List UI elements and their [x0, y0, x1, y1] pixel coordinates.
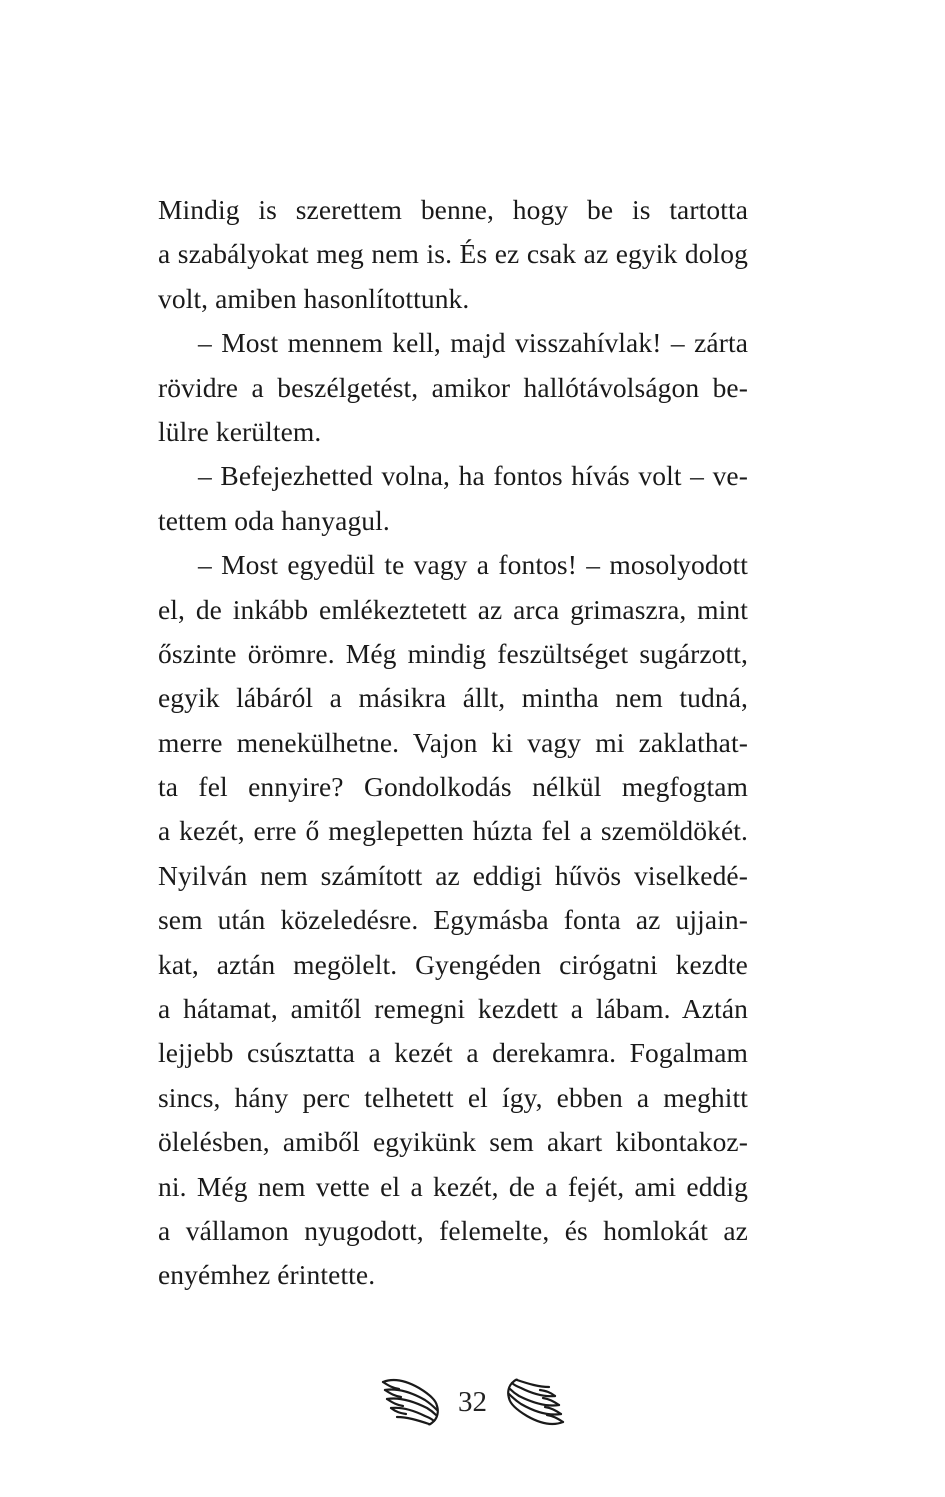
text-line: tettem oda hanyagul.	[158, 504, 390, 536]
page-footer	[0, 1372, 945, 1432]
text-line: – Most egyedül te vagy a fontos! – mosolyodott	[198, 549, 748, 581]
text-line: ni. Még nem vette el a kezét, de a fejét, ami eddig	[158, 1170, 748, 1202]
text-line: lejjebb csúsztatta a kezét a derekamra. Fogalmam	[158, 1037, 748, 1069]
text-line: merre menekülhetne. Vajon ki vagy mi zaklathat-	[158, 726, 748, 758]
text-line: sincs, hány perc telhetett el így, ebben a meghitt	[158, 1081, 748, 1113]
paragraph-3	[158, 454, 748, 543]
paragraph-4	[158, 543, 748, 1298]
paragraph-1	[158, 188, 748, 321]
angel-wing-left-icon	[379, 1376, 441, 1428]
text-line: egyik lábáról a másikra állt, mintha nem tudná,	[158, 682, 748, 714]
text-line: el, de inkább emlékeztetett az arca grimaszra, mint	[158, 593, 748, 625]
text-line: sem után közeledésre. Egymásba fonta az ujjain-	[158, 904, 748, 936]
text-line: Mindig is szerettem benne, hogy be is tartotta	[158, 194, 748, 225]
text-line: a vállamon nyugodott, felemelte, és homlokát az	[158, 1214, 748, 1246]
angel-wing-right-icon	[505, 1376, 567, 1428]
text-line: a szabályokat meg nem is. És ez csak az egyik dolog	[158, 238, 748, 270]
text-line: ta fel ennyire? Gondolkodás nélkül megfogtam	[158, 771, 748, 803]
text-line: őszinte örömre. Még mindig feszültséget sugárzott,	[158, 637, 748, 669]
text-line: ölelésben, amiből egyikünk sem akart kibontakoz-	[158, 1126, 748, 1158]
text-line: rövidre a beszélgetést, amikor hallótávolságon be-	[158, 371, 748, 403]
body-text	[158, 188, 748, 1298]
text-line: enyémhez érintette.	[158, 1259, 376, 1291]
text-line: – Most mennem kell, majd visszahívlak! – zárta	[198, 327, 748, 359]
text-line: Nyilván nem számított az eddigi hűvös viselkedé-	[158, 859, 748, 891]
text-line: – Befejezhetted volna, ha fontos hívás volt – ve-	[198, 460, 748, 492]
text-line: a hátamat, amitől remegni kezdett a lábam. Aztán	[158, 993, 748, 1025]
text-line: a kezét, erre ő meglepetten húzta fel a szemöldökét.	[158, 815, 748, 847]
text-line: volt, amiben hasonlítottunk.	[158, 282, 470, 314]
paragraph-2	[158, 321, 748, 454]
page-number: 32	[458, 1385, 487, 1418]
text-line: kat, aztán megölelt. Gyengéden cirógatni kezdte	[158, 948, 748, 980]
text-line: lülre kerültem.	[158, 415, 322, 447]
